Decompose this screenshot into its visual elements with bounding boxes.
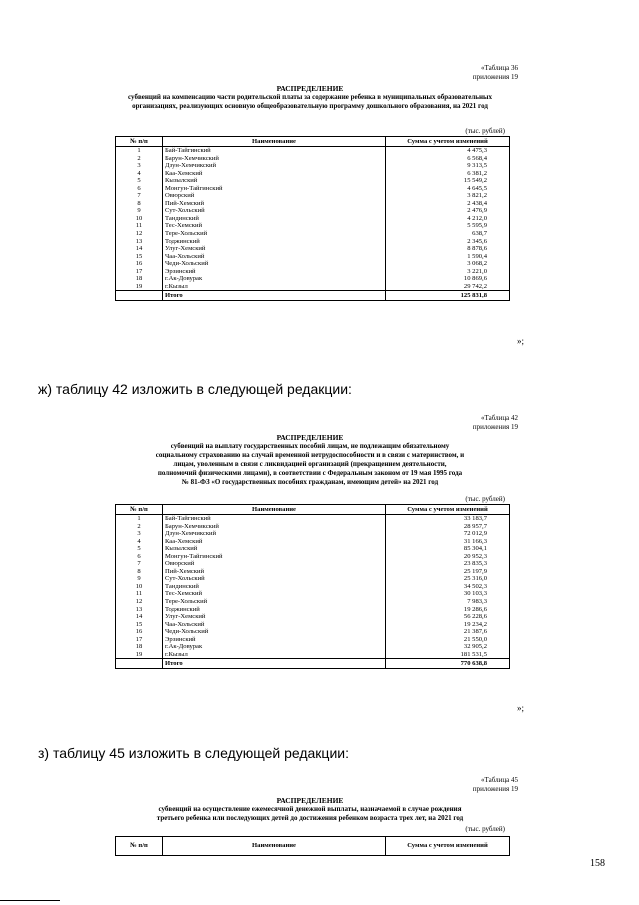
table36-note-line1: «Таблица 36 <box>481 64 518 72</box>
table-row <box>116 598 510 606</box>
row-name: Эрзинский <box>163 636 386 644</box>
row-number: 10 <box>116 583 163 591</box>
row-sum: 85 304,1 <box>386 545 510 553</box>
row-number: 12 <box>116 230 163 238</box>
table45-subtitle-1: субвенций на осуществление ежемесячной денежной выплаты, назначаемой в случае рождения <box>158 805 462 813</box>
table-row <box>116 185 510 193</box>
row-sum: 3 068,2 <box>386 260 510 268</box>
row-number: 4 <box>116 538 163 546</box>
total-label: Итого <box>163 291 386 301</box>
col-number-header: № п/п <box>116 137 163 147</box>
row-name: Тоджинский <box>163 606 386 614</box>
row-sum: 56 228,6 <box>386 613 510 621</box>
row-number: 10 <box>116 215 163 223</box>
instruction-table42: ж) таблицу 42 изложить в следующей редакции: <box>38 381 352 397</box>
row-sum: 33 183,7 <box>386 515 510 523</box>
table-row <box>116 628 510 636</box>
row-number: 7 <box>116 560 163 568</box>
total-label: Итого <box>163 659 386 669</box>
table-row <box>116 613 510 621</box>
row-sum: 31 166,3 <box>386 538 510 546</box>
row-sum: 28 957,7 <box>386 523 510 531</box>
row-number: 17 <box>116 268 163 276</box>
footer-rule <box>0 900 60 901</box>
row-name: Тере-Хольский <box>163 230 386 238</box>
table-row <box>116 583 510 591</box>
row-number: 5 <box>116 545 163 553</box>
row-number: 17 <box>116 636 163 644</box>
row-name: Тандинский <box>163 215 386 223</box>
row-number: 7 <box>116 192 163 200</box>
table-row <box>116 283 510 291</box>
table42-note <box>473 414 518 432</box>
table45-title <box>115 796 505 823</box>
row-sum: 638,7 <box>386 230 510 238</box>
row-name: Тес-Хемский <box>163 590 386 598</box>
row-name: Тес-Хемский <box>163 222 386 230</box>
row-name: Монгун-Тайгинский <box>163 553 386 561</box>
table42-heading: РАСПРЕДЕЛЕНИЕ <box>276 433 344 442</box>
row-name: Чаа-Хольский <box>163 253 386 261</box>
row-number: 4 <box>116 170 163 178</box>
row-sum: 3 821,2 <box>386 192 510 200</box>
table36-note-line2: приложения 19 <box>472 73 518 81</box>
row-number: 1 <box>116 147 163 155</box>
total-row <box>116 291 510 301</box>
table42-note-line2: приложения 19 <box>472 423 518 431</box>
table-row <box>116 530 510 538</box>
row-sum: 21 387,6 <box>386 628 510 636</box>
row-sum: 21 550,0 <box>386 636 510 644</box>
table-row <box>116 606 510 614</box>
row-sum: 4 645,5 <box>386 185 510 193</box>
table-row <box>116 590 510 598</box>
table36-unit: (тыс. рублей) <box>465 127 505 135</box>
row-sum: 29 742,2 <box>386 283 510 291</box>
row-number: 18 <box>116 643 163 651</box>
row-name: г.Ак-Довурак <box>163 275 386 283</box>
row-sum: 19 234,2 <box>386 621 510 629</box>
row-name: Тандинский <box>163 583 386 591</box>
table42-unit: (тыс. рублей) <box>465 495 505 503</box>
row-name: Пий-Хемский <box>163 568 386 576</box>
row-name: Сут-Хольский <box>163 575 386 583</box>
row-number: 5 <box>116 177 163 185</box>
row-number: 9 <box>116 575 163 583</box>
row-number: 8 <box>116 568 163 576</box>
page-number: 158 <box>590 858 605 869</box>
row-name: Кызылский <box>163 177 386 185</box>
row-number: 15 <box>116 253 163 261</box>
total-value: 770 638,8 <box>386 659 510 669</box>
table36-body <box>116 147 510 301</box>
table-row <box>116 155 510 163</box>
table36-note <box>473 64 518 82</box>
row-sum: 25 316,0 <box>386 575 510 583</box>
table42-body <box>116 515 510 669</box>
row-number: 6 <box>116 185 163 193</box>
row-name: Бай-Тайгинский <box>163 515 386 523</box>
row-number: 3 <box>116 162 163 170</box>
total-number <box>116 659 163 669</box>
table36-title <box>115 84 505 111</box>
row-name: Пий-Хемский <box>163 200 386 208</box>
row-sum: 2 476,9 <box>386 207 510 215</box>
row-name: Каа-Хемский <box>163 538 386 546</box>
row-number: 13 <box>116 238 163 246</box>
row-number: 2 <box>116 523 163 531</box>
table45-note <box>473 776 518 794</box>
row-name: Овюрский <box>163 192 386 200</box>
row-sum: 7 983,3 <box>386 598 510 606</box>
table36 <box>115 136 510 301</box>
col-sum-header: Сумма с учетом изменений <box>386 837 510 856</box>
table-row <box>116 575 510 583</box>
total-value: 125 831,8 <box>386 291 510 301</box>
table-row <box>116 215 510 223</box>
table42 <box>115 504 510 669</box>
table-row <box>116 553 510 561</box>
table-row <box>116 253 510 261</box>
row-name: г.Кызыл <box>163 651 386 659</box>
table-row <box>116 545 510 553</box>
row-sum: 4 212,0 <box>386 215 510 223</box>
total-number <box>116 291 163 301</box>
row-sum: 181 531,5 <box>386 651 510 659</box>
row-sum: 10 869,6 <box>386 275 510 283</box>
row-name: Каа-Хемский <box>163 170 386 178</box>
table36-subtitle: субвенций на компенсацию части родительской платы за содержание ребенка в муниципальных образовательных организациях, реализующих основную общеобразовательную программу дошкольного образования, на 2021 год <box>128 93 492 110</box>
row-sum: 2 345,6 <box>386 238 510 246</box>
row-number: 19 <box>116 651 163 659</box>
row-name: Чеди-Хольский <box>163 260 386 268</box>
row-sum: 6 568,4 <box>386 155 510 163</box>
row-name: Бай-Тайгинский <box>163 147 386 155</box>
row-number: 8 <box>116 200 163 208</box>
row-name: Тоджинский <box>163 238 386 246</box>
row-sum: 25 197,9 <box>386 568 510 576</box>
row-number: 3 <box>116 530 163 538</box>
table42-subtitle-5: № 81-ФЗ «О государственных пособиях гражданам, имеющим детей» на 2021 год <box>181 478 439 486</box>
table-row <box>116 147 510 155</box>
table-row <box>116 230 510 238</box>
row-name: Дзун-Хемчикский <box>163 162 386 170</box>
row-sum: 23 835,3 <box>386 560 510 568</box>
col-name-header: Наименование <box>163 837 386 856</box>
table42-subtitle-1: субвенций на выплату государственных пособий лицам, не подлежащим обязательному <box>170 442 450 450</box>
row-number: 11 <box>116 222 163 230</box>
row-sum: 8 878,6 <box>386 245 510 253</box>
table45-unit: (тыс. рублей) <box>465 825 505 833</box>
table-row <box>116 568 510 576</box>
row-sum: 6 381,2 <box>386 170 510 178</box>
table42-title <box>115 433 505 487</box>
col-name-header: Наименование <box>163 505 386 515</box>
row-sum: 34 502,3 <box>386 583 510 591</box>
row-name: г.Кызыл <box>163 283 386 291</box>
table-row <box>116 643 510 651</box>
table-row <box>116 170 510 178</box>
table45-note-line1: «Таблица 45 <box>481 776 518 784</box>
row-sum: 3 221,0 <box>386 268 510 276</box>
table36-heading: РАСПРЕДЕЛЕНИЕ <box>276 84 344 93</box>
table42-subtitle-3: лицам, уволенным в связи с ликвидацией организаций (прекращением деятельности, <box>173 460 447 468</box>
row-sum: 19 286,6 <box>386 606 510 614</box>
table-row <box>116 260 510 268</box>
table45 <box>115 836 510 856</box>
row-number: 16 <box>116 260 163 268</box>
col-name-header: Наименование <box>163 137 386 147</box>
table36-header-row <box>116 137 510 147</box>
row-name: Эрзинский <box>163 268 386 276</box>
col-sum-header: Сумма с учетом изменений <box>386 505 510 515</box>
table42-header-row <box>116 505 510 515</box>
table42-note-line1: «Таблица 42 <box>481 414 518 422</box>
row-name: г.Ак-Довурак <box>163 643 386 651</box>
table45-heading: РАСПРЕДЕЛЕНИЕ <box>276 796 344 805</box>
row-name: Чеди-Хольский <box>163 628 386 636</box>
row-sum: 72 012,9 <box>386 530 510 538</box>
total-row <box>116 659 510 669</box>
row-sum: 15 549,2 <box>386 177 510 185</box>
table-row <box>116 238 510 246</box>
table-row <box>116 222 510 230</box>
table42-subtitle-4: полномочий физическими лицами), в соответствии с Федеральным законом от 19 мая 1995 года <box>157 469 463 477</box>
row-name: Овюрский <box>163 560 386 568</box>
table-row <box>116 207 510 215</box>
row-number: 16 <box>116 628 163 636</box>
row-number: 12 <box>116 598 163 606</box>
table-row <box>116 636 510 644</box>
table-row <box>116 538 510 546</box>
row-name: Дзун-Хемчикский <box>163 530 386 538</box>
row-number: 9 <box>116 207 163 215</box>
table-row <box>116 621 510 629</box>
row-sum: 2 438,4 <box>386 200 510 208</box>
row-number: 15 <box>116 621 163 629</box>
table-row <box>116 162 510 170</box>
row-name: Чаа-Хольский <box>163 621 386 629</box>
row-number: 14 <box>116 613 163 621</box>
table42-end-mark: »; <box>517 703 525 713</box>
col-number-header: № п/п <box>116 505 163 515</box>
row-name: Барун-Хемчикский <box>163 155 386 163</box>
row-sum: 9 313,5 <box>386 162 510 170</box>
table-row <box>116 192 510 200</box>
table-row <box>116 515 510 523</box>
row-sum: 30 103,3 <box>386 590 510 598</box>
table-row <box>116 275 510 283</box>
col-sum-header: Сумма с учетом изменений <box>386 137 510 147</box>
row-number: 13 <box>116 606 163 614</box>
row-number: 14 <box>116 245 163 253</box>
table-row <box>116 560 510 568</box>
row-number: 18 <box>116 275 163 283</box>
col-number-header: № п/п <box>116 837 163 856</box>
row-sum: 32 905,2 <box>386 643 510 651</box>
row-name: Улуг-Хемский <box>163 613 386 621</box>
row-name: Монгун-Тайгинский <box>163 185 386 193</box>
row-number: 2 <box>116 155 163 163</box>
table45-note-line2: приложения 19 <box>472 785 518 793</box>
row-number: 1 <box>116 515 163 523</box>
table-row <box>116 177 510 185</box>
row-number: 6 <box>116 553 163 561</box>
table45-header-row <box>116 837 510 856</box>
table-row <box>116 200 510 208</box>
row-sum: 1 590,4 <box>386 253 510 261</box>
row-name: Тере-Хольский <box>163 598 386 606</box>
row-number: 19 <box>116 283 163 291</box>
row-name: Улуг-Хемский <box>163 245 386 253</box>
table-row <box>116 268 510 276</box>
instruction-table45: з) таблицу 45 изложить в следующей редакции: <box>38 745 349 761</box>
row-number: 11 <box>116 590 163 598</box>
table36-end-mark: »; <box>517 336 525 346</box>
table45-subtitle-2: третьего ребенка или последующих детей до достижения ребенком возраста трех лет, на 2021 год <box>156 814 464 822</box>
table-row <box>116 651 510 659</box>
row-name: Барун-Хемчикский <box>163 523 386 531</box>
row-sum: 5 595,9 <box>386 222 510 230</box>
row-name: Кызылский <box>163 545 386 553</box>
row-sum: 20 952,3 <box>386 553 510 561</box>
row-name: Сут-Хольский <box>163 207 386 215</box>
table-row <box>116 523 510 531</box>
table-row <box>116 245 510 253</box>
row-sum: 4 475,3 <box>386 147 510 155</box>
table42-subtitle-2: социальному страхованию на случай временной нетрудоспособности и в связи с материнством, и <box>155 451 465 459</box>
